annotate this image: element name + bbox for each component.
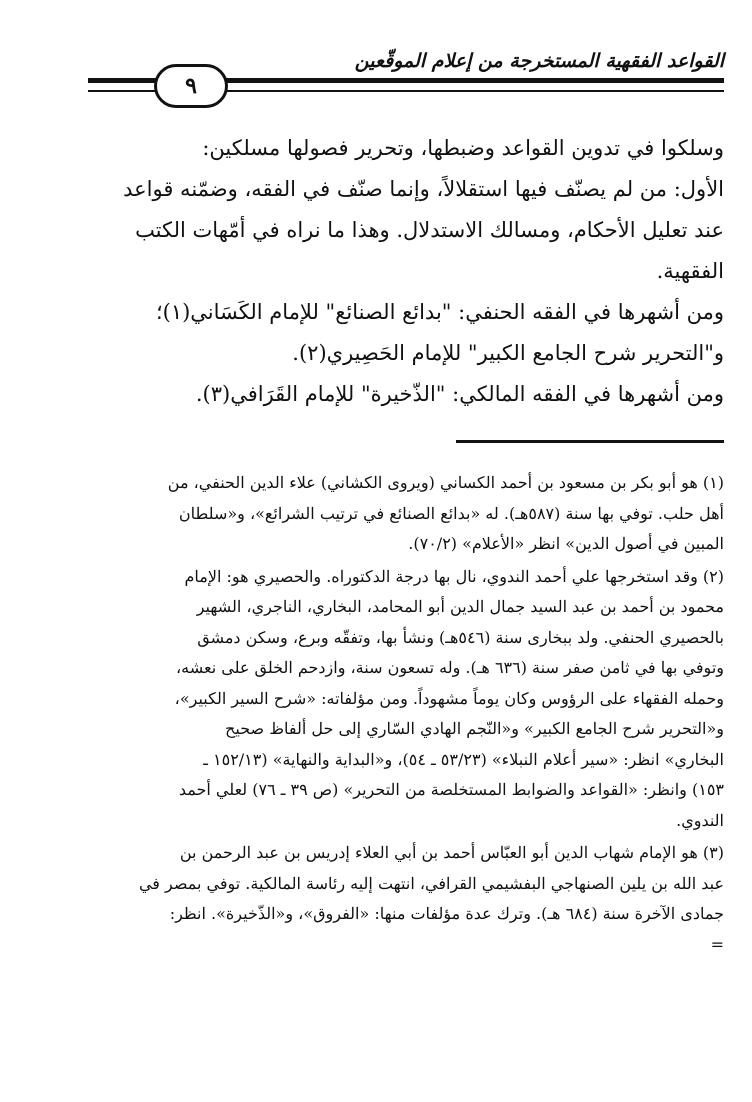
page-number: ٩ bbox=[185, 73, 197, 99]
body-line-3: عند تعليل الأحكام، ومسالك الاستدلال. وهذا ما نراه في أمّهات الكتب bbox=[135, 218, 724, 242]
footnote-line: (١) هو أبو بكر بن مسعود بن أحمد الكساني (ويروى الكشاني) علاء الدين الحنفي، من bbox=[167, 473, 724, 492]
body-line-4: الفقهية. bbox=[656, 259, 724, 283]
body-line-5: ومن أشهرها في الفقه الحنفي: "بدائع الصنائع" للإمام الكَسَاني(١)؛ bbox=[155, 300, 724, 324]
footnote-line: وحمله الفقهاء على الرؤوس وكان يوماً مشهوداً. ومن مؤلفاته: «شرح السير الكبير»، bbox=[174, 688, 724, 708]
footnote-line: ١٥٣) وانظر: «القواعد والضوابط المستخلصة من التحرير» (ص ٣٩ ـ ٧٦) لعلي أحمد bbox=[178, 780, 724, 799]
footnote-line: و«التحرير شرح الجامع الكبير» و«النّجم الهادي السّاري إلى حل ألفاظ صحيح bbox=[225, 719, 724, 738]
footnote-line: محمود بن أحمد بن عبد السيد جمال الدين أبو المحامد، البخاري، الناجري، الشهير bbox=[196, 597, 724, 616]
footnote-separator bbox=[456, 440, 724, 443]
footnote-line: بالحصيري الحنفي. ولد ببخارى سنة (٥٤٦هـ) ونشأ بها، وتفقّه وبرع، وسكن دمشق bbox=[197, 627, 724, 647]
footnote-1 bbox=[28, 468, 724, 560]
footnote-line: وتوفي بها في ثامن صفر سنة (٦٣٦ هـ). وله تسعون سنة، وازدحم الخلق على نعشه، bbox=[175, 658, 724, 677]
footnote-line: (٣) هو الإمام شهاب الدين أبو العبّاس أحمد بن أبي العلاء إدريس بن عبد الرحمن بن bbox=[179, 843, 724, 862]
body-line-6: و"التحرير شرح الجامع الكبير" للإمام الحَصِيري(٢). bbox=[292, 341, 724, 365]
main-text bbox=[28, 128, 724, 415]
footnote-line: الندوي. bbox=[676, 810, 724, 830]
page-number-badge bbox=[154, 64, 228, 108]
footnote-line: عبد الله بن يلين الصنهاجي البفشيمي القرافي، انتهت إليه رئاسة المالكية. توفي بمصر في bbox=[138, 873, 724, 893]
footnote-line: (٢) وقد استخرجها علي أحمد الندوي، نال بها درجة الدكتوراه. والحصيري هو: الإمام bbox=[184, 566, 724, 586]
footnote-line: المبين في أصول الدين» انظر «الأعلام» (٧٠/٢). bbox=[408, 534, 724, 553]
footnote-line: أهل حلب. توفي بها سنة (٥٨٧هـ). له «بدائع الصنائع في ترتيب الشرائع»، و«سلطان bbox=[178, 503, 724, 523]
footnote-line: جمادى الآخرة سنة (٦٨٤ هـ). وترك عدة مؤلفات منها: «الفروق»، و«الذّخيرة». انظر: bbox=[169, 904, 724, 923]
footnote-2 bbox=[28, 562, 724, 837]
running-title: القواعد الفقهية المستخرجة من إعلام الموقّعين bbox=[354, 50, 724, 72]
footnote-line: البخاري» انظر: «سير أعلام النبلاء» (٥٣/٢٣ ـ ٥٤)، و«البداية والنهاية» (١٥٢/١٣ ـ bbox=[203, 749, 724, 769]
body-line-7: ومن أشهرها في الفقه المالكي: "الذّخيرة" للإمام القَرَافي(٣). bbox=[195, 382, 724, 406]
body-line-1: وسلكوا في تدوين القواعد وضبطها، وتحرير فصولها مسلكين: bbox=[202, 136, 724, 160]
footnotes bbox=[28, 468, 724, 962]
body-line-2: الأول: من لم يصنّف فيها استقلالاً، وإنما صنّف في الفقه، وضمّنه قواعد bbox=[123, 177, 724, 201]
footnote-3 bbox=[28, 838, 724, 960]
footnote-continuation-mark: = bbox=[710, 934, 724, 954]
